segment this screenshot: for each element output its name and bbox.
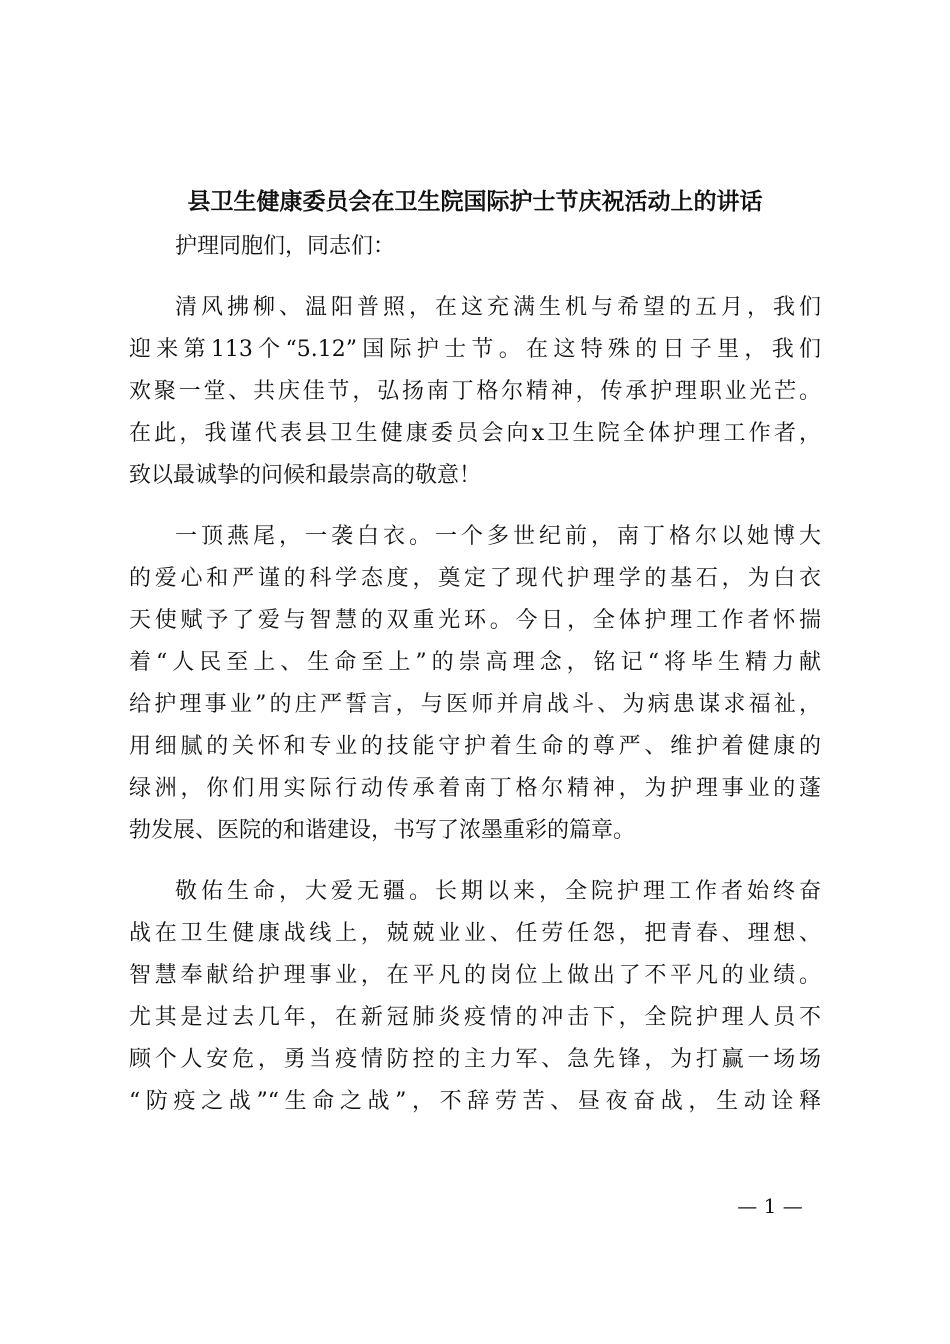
paragraph-line: 清风拂柳、温阳普照，在这充满生机与希望的五月，我们 (175, 295, 821, 320)
paragraph-2 (129, 516, 821, 852)
paragraph-line: 在此，我谨代表县卫生健康委员会向x卫生院全体护理工作者， (129, 421, 821, 446)
paragraph-line: 智慧奉献给护理事业，在平凡的岗位上做出了不平凡的业绩。 (129, 963, 821, 988)
paragraph-3 (129, 871, 821, 1123)
paragraph-line: 迎来第113个“5.12”国际护士节。在这特殊的日子里，我们 (129, 337, 821, 362)
salutation: 护理同胞们，同志们： (175, 234, 396, 259)
paragraph-gap (129, 497, 821, 516)
paragraph-line: 勃发展、医院的和谐建设，书写了浓墨重彩的篇章。 (129, 818, 636, 843)
document-body (129, 226, 821, 1123)
paragraph-gap (129, 268, 821, 287)
paragraph-line: 一顶燕尾，一袭白衣。一个多世纪前，南丁格尔以她博大 (175, 524, 821, 549)
paragraph-1 (129, 287, 821, 497)
paragraph-line: 绿洲，你们用实际行动传承着南丁格尔精神，为护理事业的蓬 (129, 776, 821, 801)
paragraph-line: 尤其是过去几年，在新冠肺炎疫情的冲击下，全院护理人员不 (129, 1005, 821, 1030)
paragraph-line: 着“人民至上、生命至上”的崇高理念，铭记“将毕生精力献 (129, 650, 821, 675)
paragraph-line: 天使赋予了爱与智慧的双重光环。今日，全体护理工作者怀揣 (129, 608, 821, 633)
document-title: 县卫生健康委员会在卫生院国际护士节庆祝活动上的讲话 (187, 188, 763, 215)
paragraph-line: 用细腻的关怀和专业的技能守护着生命的尊严、维护着健康的 (129, 734, 821, 759)
paragraph-line: 致以最诚挚的问候和最崇高的敬意！ (129, 463, 482, 488)
page-number: — 1 — (737, 1194, 803, 1218)
paragraph-line: 顾个人安危，勇当疫情防控的主力军、急先锋，为打赢一场场 (129, 1047, 821, 1072)
paragraph-line: 给护理事业”的庄严誓言，与医师并肩战斗、为病患谋求福祉， (129, 692, 821, 717)
paragraph-line: 的爱心和严谨的科学态度，奠定了现代护理学的基石，为白衣 (129, 566, 821, 591)
paragraph-line: 欢聚一堂、共庆佳节，弘扬南丁格尔精神，传承护理职业光芒。 (129, 379, 821, 404)
paragraph-line: 敬佑生命，大爱无疆。长期以来，全院护理工作者始终奋 (175, 879, 821, 904)
paragraph-line: “防疫之战”“生命之战”，不辞劳苦、昼夜奋战，生动诠释 (129, 1089, 821, 1114)
paragraph-gap (129, 852, 821, 871)
paragraph-line: 战在卫生健康战线上，兢兢业业、任劳任怨，把青春、理想、 (129, 921, 821, 946)
